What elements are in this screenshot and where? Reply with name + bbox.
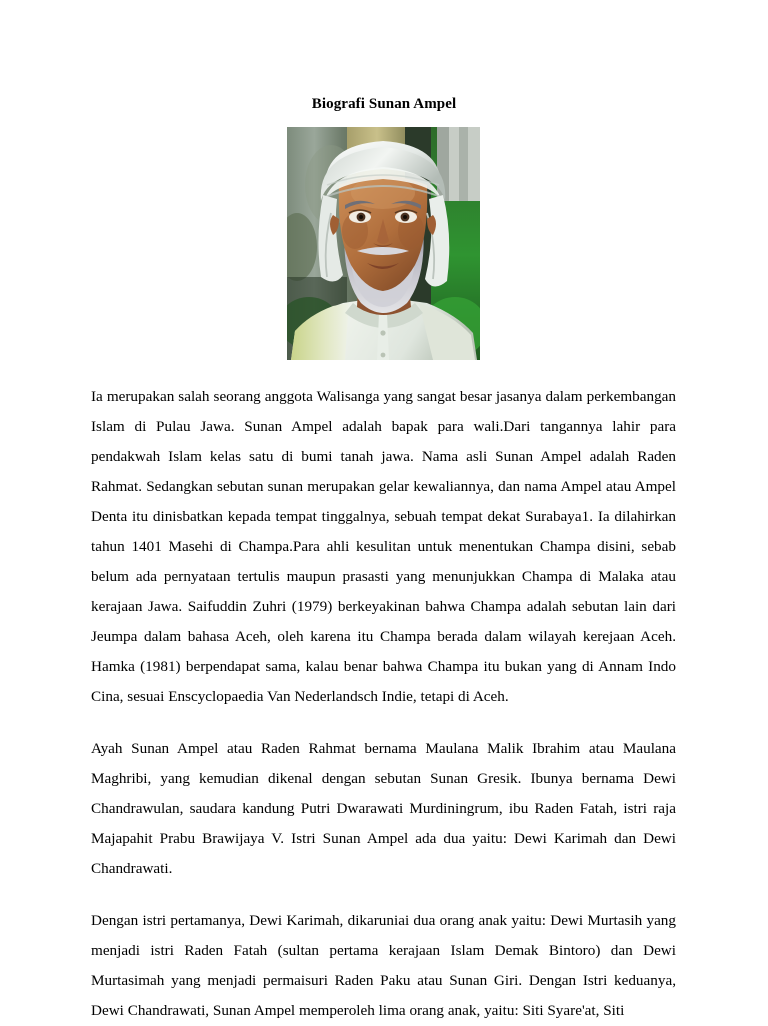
paragraph-3: Dengan istri pertamanya, Dewi Karimah, dikaruniai dua orang anak yaitu: Dewi Murtasih yang menjadi istri Raden Fatah (sultan pertama kerajaan Islam Demak Bintoro) dan Dewi Murtasimah yang menjadi permaisuri Raden Paku atau Sunan Giri. Dengan Istri keduanya, Dewi Chandrawati, Sunan Ampel memperoleh lima orang anak, yaitu: Siti Syare'at, Siti [91, 912, 676, 1019]
paragraph-1: Ia merupakan salah seorang anggota Walisanga yang sangat besar jasanya dalam perkembangan Islam di Pulau Jawa. Sunan Ampel adalah bapak para wali.Dari tangannya lahir para pendakwah Islam kelas satu di bumi tanah jawa. Nama asli Sunan Ampel adalah Raden Rahmat. Sedangkan sebutan sunan merupakan gelar kewaliannya, dan nama Ampel atau Ampel Denta itu dinisbatkan kepada tempat tinggalnya, sebuah tempat dekat Surabaya1. Ia dilahirkan tahun 1401 Masehi di Champa.Para ahli kesulitan untuk menentukan Champa disini, sebab belum ada pernyataan tertulis maupun prasasti yang menunjukkan Champa di Malaka atau kerajaan Jawa. Saifuddin Zuhri (1979) berkeyakinan bahwa Champa adalah sebutan lain dari Jeumpa dalam bahasa Aceh, oleh karena itu Champa berada dalam wilayah kerejaan Aceh. Hamka (1981) berpendapat sama, kalau benar bahwa Champa itu bukan yang di Annam Indo Cina, sesuai Enscyclopaedia Van Nederlandsch Indie, tetapi di Aceh. [91, 388, 676, 705]
sunan-ampel-portrait-image [287, 127, 480, 360]
portrait-figure [287, 127, 480, 360]
article-body [91, 382, 676, 1026]
paragraph-2: Ayah Sunan Ampel atau Raden Rahmat bernama Maulana Malik Ibrahim atau Maulana Maghribi, yang kemudian dikenal dengan sebutan Sunan Gresik. Ibunya bernama Dewi Chandrawulan, saudara kandung Putri Dwarawati Murdiningrum, ibu Raden Fatah, istri raja Majapahit Prabu Brawijaya V. Istri Sunan Ampel ada dua yaitu: Dewi Karimah dan Dewi Chandrawati. [91, 740, 676, 877]
page-title: Biografi Sunan Ampel [311, 96, 457, 113]
